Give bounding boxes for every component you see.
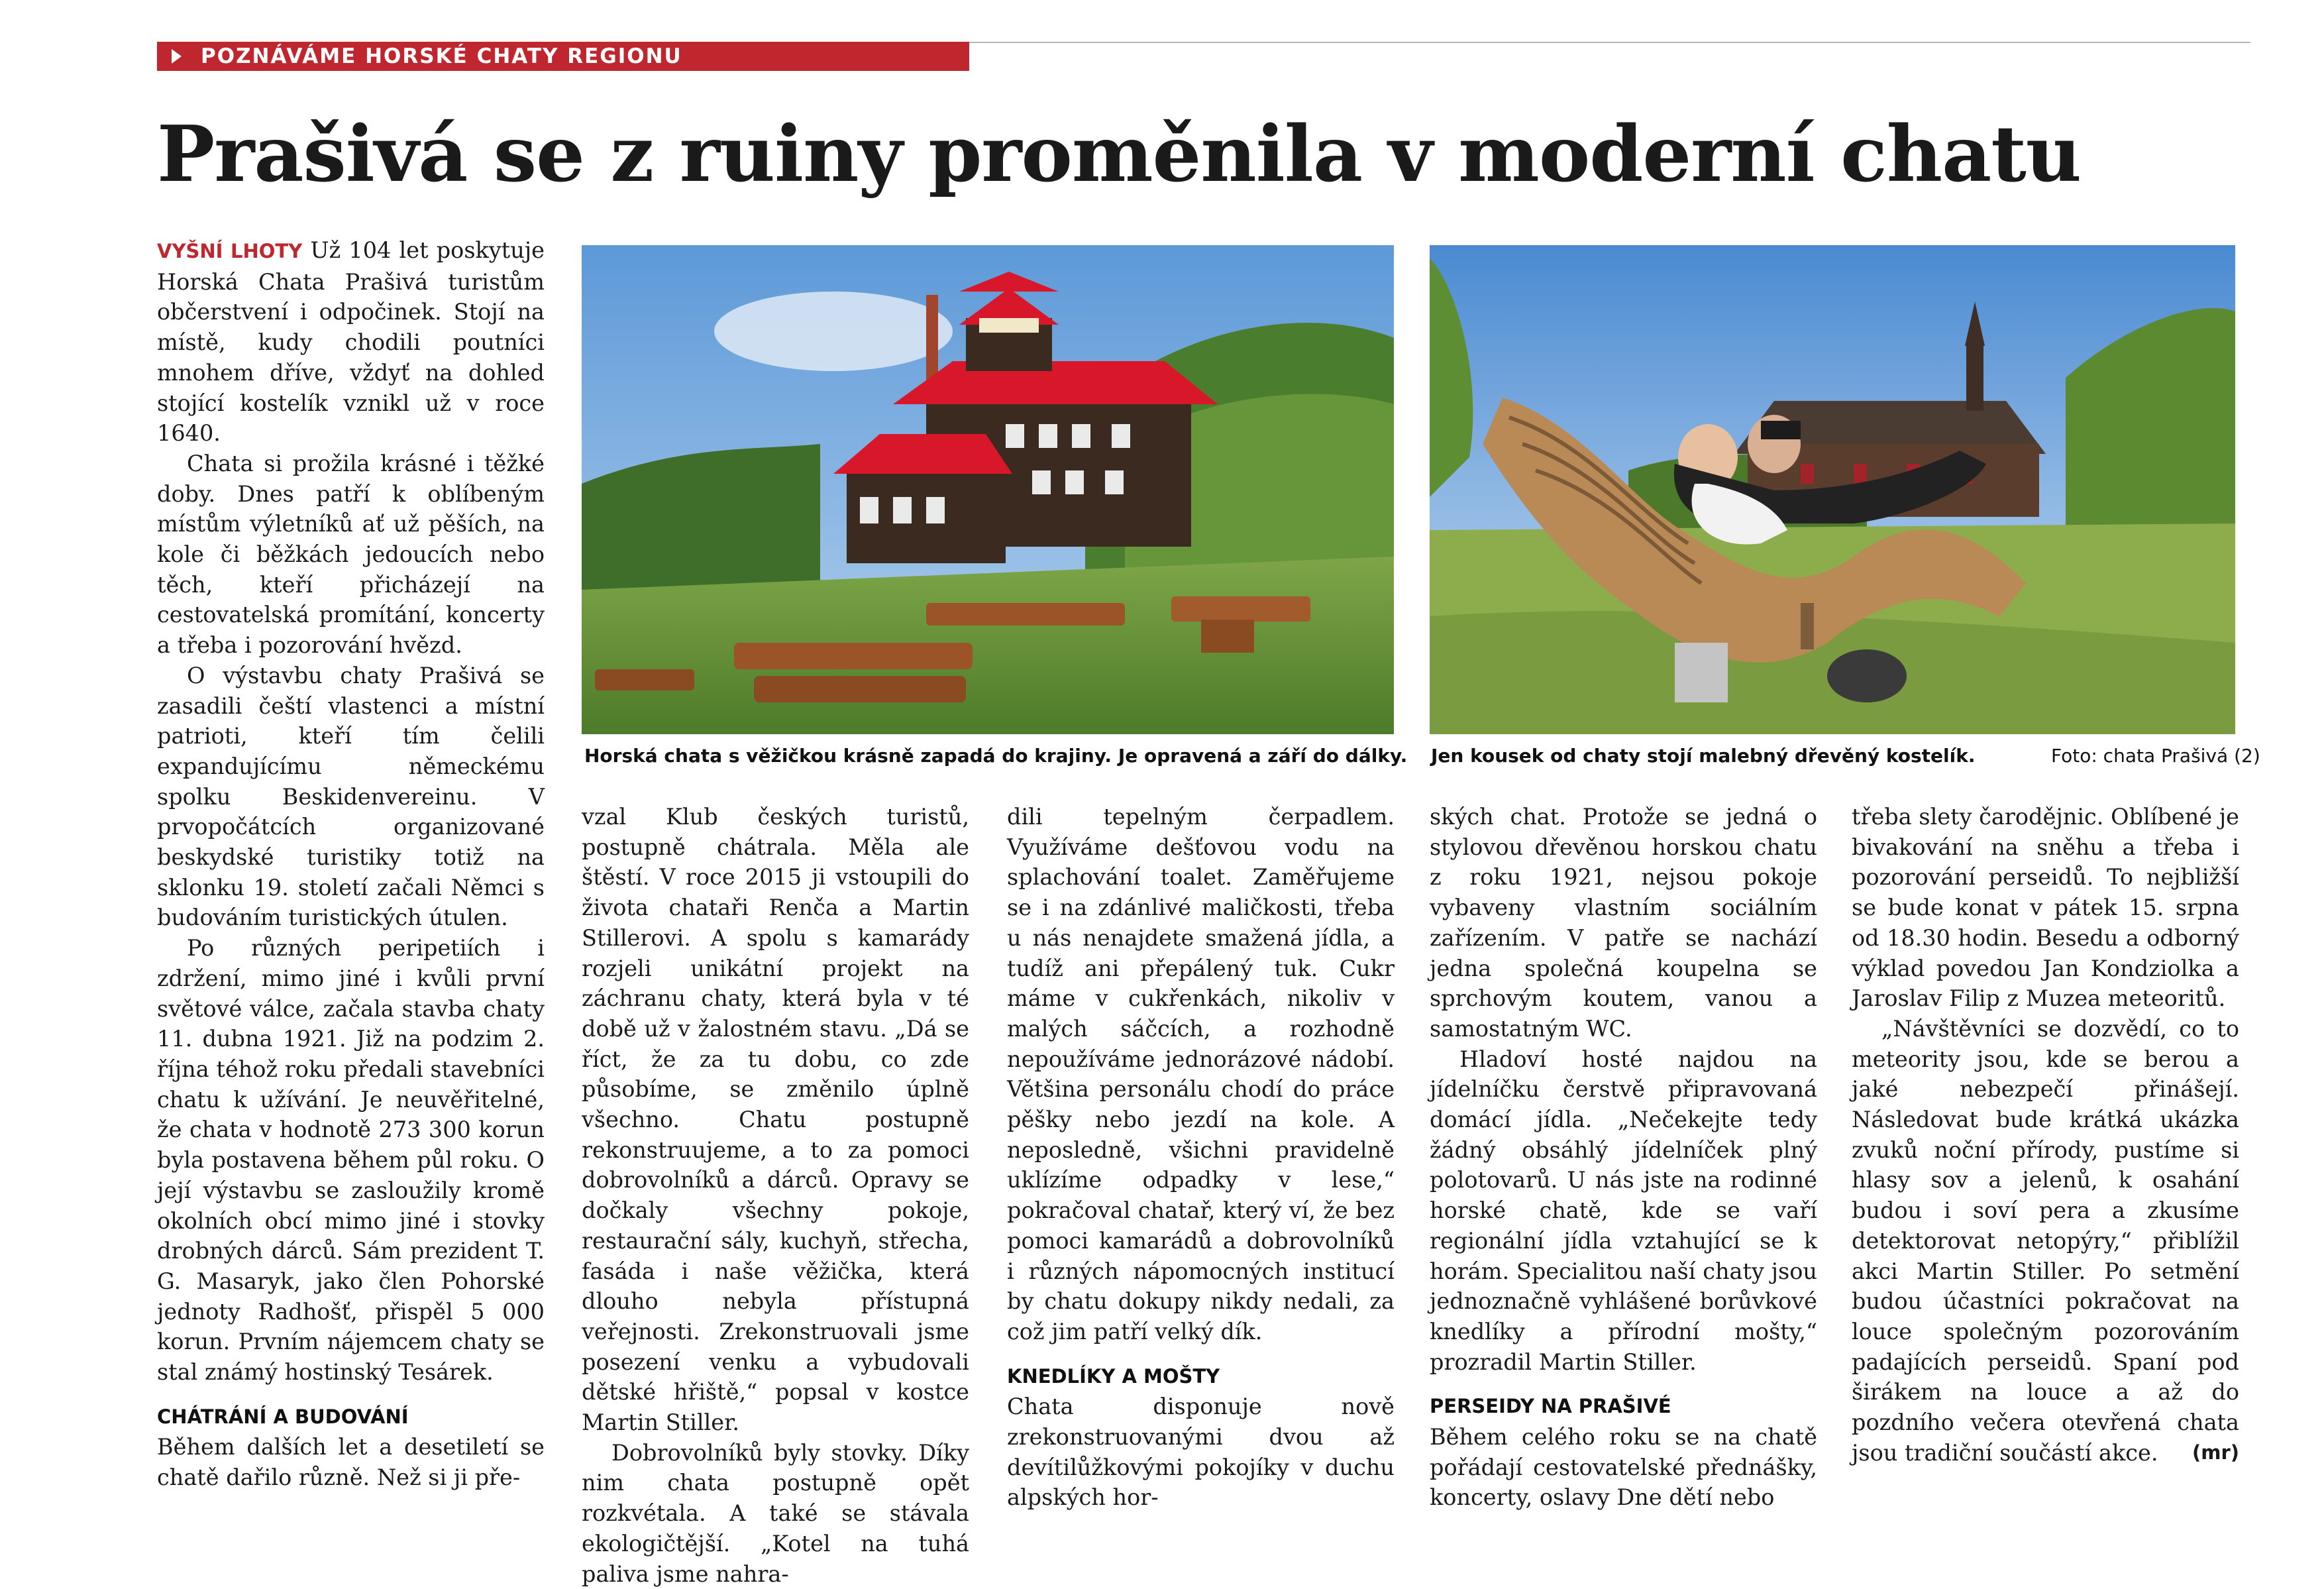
- article-column-5: [1852, 802, 2239, 1468]
- article-column-1: [157, 235, 545, 1493]
- chata-photo-image: [582, 245, 1394, 734]
- paragraph: O výstavbu chaty Prašivá se zasadili čeští vlastenci a místní patrioti, kteří tím čelili expandujícímu německému spolku Beskidenvereinu. V prvopočátcích organizované beskydské turistiky totiž na sklonku 19. století začali Němci s budováním turistických útulen.: [157, 662, 545, 931]
- chata-photo: [582, 245, 1394, 734]
- paragraph: třeba slety čarodějnic. Oblíbené je bivakování na sněhu a třeba i pozorování perseidů. To nejbližší se bude konat v pátek 15. srpna od 18.30 hodin. Besedu a odborný výklad povedou Jan Kondziolka a Jaroslav Filip z Muzea meteoritů.: [1852, 804, 2239, 1012]
- subhead: PERSEIDY NA PRAŠIVÉ: [1430, 1395, 1671, 1418]
- article-column-3: [1007, 802, 1395, 1513]
- lead-paragraph: [157, 235, 545, 449]
- triangle-icon: [172, 49, 182, 64]
- kostelik-photo-image: [1430, 245, 2235, 734]
- kostelik-photo: [1430, 245, 2235, 734]
- paragraph: Během celého roku se na chatě pořádají cestovatelské přednášky, koncerty, oslavy Dne dětí nebo: [1430, 1424, 1817, 1511]
- paragraph: Během dalších let a desetiletí se chatě dařilo různě. Než si ji pře-: [157, 1434, 545, 1491]
- kostelik-photo-caption: Jen kousek od chaty stojí malebný dřevěný kostelík.: [1431, 745, 1976, 767]
- dateline: VYŠNÍ LHOTY: [157, 240, 303, 262]
- paragraph: Po různých peripetiích i zdržení, mimo jiné i kvůli první světové válce, začala stavba chaty 11. dubna 1921. Již na podzim 2. října téhož roku předali stavebníci chatu k užívání. Je neuvěřitelné, že chata v hodnotě 273 300 korun byla postavena během půl roku. O její výstavbu se zasloužily kromě okolních obcí mimo jiné i stovky drobných dárců. Sám prezident T. G. Masaryk, jako člen Pohorské jednoty Radhošť, přispěl 5 000 korun. Prvním nájemcem chaty se stal známý hostinský Tesárek.: [157, 935, 545, 1386]
- paragraph: [1852, 1014, 2239, 1468]
- paragraph-text: „Návštěvníci se dozvědí, co to meteority jsou, kde se berou a jaké nebezpečí přinášejí. Následovat bude krátká ukázka zvuků noční přírody, pustíme si hlasy sov a jelenů, k osahání budou i soví pera a zkusíme detektorovat netopýry,“ přiblížil akci Martin Stiller. Po setmění budou účastníci pokračovat na louce společným pozorováním padajících perseidů. Spaní pod širákem na louce a až do pozdního večera otevřená chata jsou tradiční součástí akce.: [1852, 1015, 2239, 1466]
- subhead: CHÁTRÁNÍ A BUDOVÁNÍ: [157, 1405, 409, 1428]
- section-tag: [157, 42, 969, 71]
- photo-credit: Foto: chata Prašivá (2): [2051, 745, 2260, 767]
- paragraph: Hladoví hosté najdou na jídelníčku čerstvě připravovaná domácí jídla. „Nečekejte tedy žádný obsáhlý jídelníček plný polotovarů. U nás jste na rodinné horské chatě, kde se vaří regionální jídla vztahující se k horám. Specialitou naší chaty jsou jednoznačně vyhlášené borůvkové knedlíky a přírodní mošty,“ prozradil Martin Stiller.: [1430, 1046, 1817, 1375]
- paragraph: dili tepelným čerpadlem. Využíváme dešťovou vodu na splachování toalet. Zaměřujeme se i na zdánlivé maličkosti, třeba u nás nenajdete smažená jídla, a tudíž ani přepálený tuk. Cukr máme v cukřenkách, nikoliv v malých sáčcích, a rozhodně nepoužíváme jednorázové nádobí. Většina personálu chodí do práce pěšky nebo jezdí na kole. A neposledně, všichni pravidelně uklízíme odpadky v lese,“ pokračoval chatař, který ví, že bez pomoci kamarádů a dobrovolníků i různých nápomocných institucí by chatu dokupy nikdy nedali, za což jim patří velký dík.: [1007, 804, 1395, 1344]
- lead-text: Už 104 let poskytuje Horská Chata Prašivá turistům občerstvení i odpočinek. Stojí na místě, kudy chodili poutníci mnohem dříve, vždyť na dohled stojící kostelík vznikl už v roce 1640.: [157, 237, 545, 447]
- paragraph: Chata si prožila krásné i těžké doby. Dnes patří k oblíbeným místům výletníků ať už pěších, na kole či běžkách jedoucích nebo těch, kteří přicházejí na cestovatelská promítání, koncerty a třeba i pozorování hvězd.: [157, 450, 545, 659]
- paragraph: ských chat. Protože se jedná o stylovou dřevěnou horskou chatu z roku 1921, nejsou pokoje vybaveny vlastním sociálním zařízením. V patře se nachází jedna společná koupelna se sprchovým koutem, vanou a samostatným WC.: [1430, 804, 1817, 1042]
- paragraph: Chata disponuje nově zrekonstruovanými dvou až devítilůžkovými pokojíky v duchu alpských hor-: [1007, 1394, 1395, 1511]
- chata-photo-caption: Horská chata s věžičkou krásně zapadá do krajiny. Je opravená a září do dálky.: [584, 745, 1408, 767]
- byline: (mr): [2192, 1441, 2239, 1464]
- paragraph: Dobrovolníků byly stovky. Díky nim chata postupně opět rozkvétala. A také se stávala ekologičtější. „Kotel na tuhá paliva jsme nahra-: [582, 1439, 969, 1587]
- section-label: POZNÁVÁME HORSKÉ CHATY REGIONU: [201, 44, 682, 68]
- paragraph: vzal Klub českých turistů, postupně chátrala. Měla ale štěstí. V roce 2015 ji vstoupili do života chataři Renča a Martin Stillerovi. A spolu s kamarády rozjeli unikátní projekt na záchranu chaty, která byla v té době už v žalostném stavu. „Dá se říct, že za tu dobu, co zde působíme, se změnilo úplně všechno. Chatu postupně rekonstruujeme, a to za pomoci dobrovolníků a dárců. Opravy se dočkaly všechny pokoje, restaurační sály, kuchyň, střecha, fasáda i naše věžička, která dlouho nebyla přístupná veřejnosti. Zrekonstruovali jsme posezení venku a vybudovali dětské hřiště,“ popsal v kostce Martin Stiller.: [582, 804, 969, 1436]
- subhead: KNEDLÍKY A MOŠTY: [1007, 1364, 1220, 1388]
- article-column-2: [582, 802, 969, 1589]
- headline: Prašivá se z ruiny proměnila v moderní chatu: [157, 109, 2082, 199]
- article-column-4: [1430, 802, 1817, 1513]
